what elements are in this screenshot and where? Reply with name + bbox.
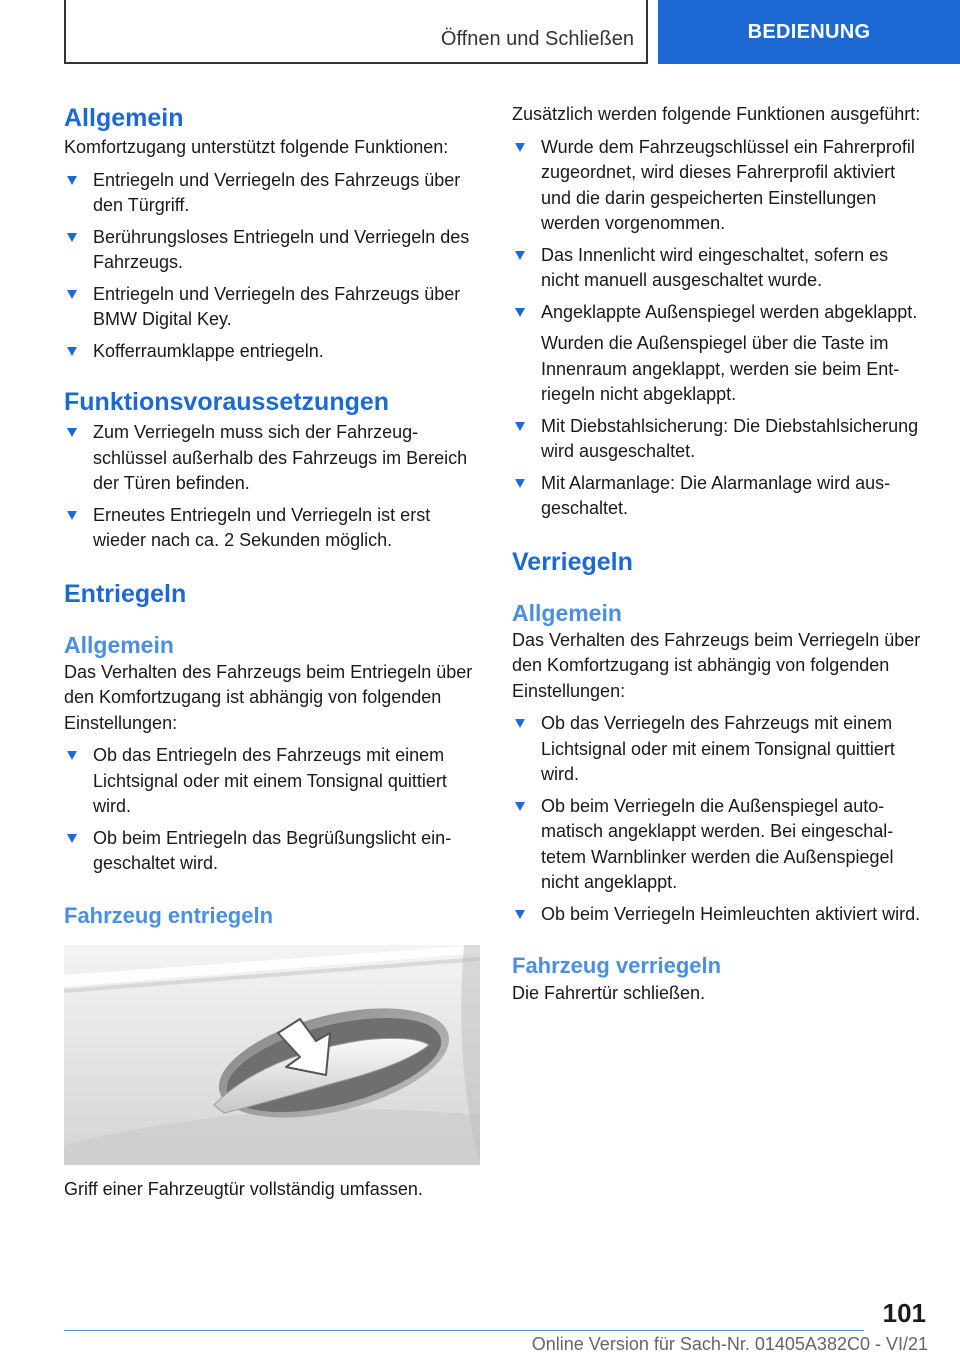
list-item: Berührungsloses Entriegeln und Verriegeln des Fahrzeugs. (64, 225, 482, 276)
verriegeln-allgemein-heading: Allgemein (512, 599, 622, 626)
header-section-title: Öffnen und Schließen (440, 28, 634, 50)
left-column (64, 102, 482, 1202)
entriegeln-heading: Entriegeln (64, 579, 187, 608)
list-item: Ob beim Verriegeln Heimleuchten aktiviert wird. (512, 902, 924, 928)
allgemein-list (64, 168, 482, 365)
door-handle-illustration (64, 945, 480, 1165)
list-item: Kofferraumklappe entriegeln. (64, 339, 482, 365)
list-item: Das Innenlicht wird eingeschaltet, sofern es nicht manuell ausgeschaltet wurde. (512, 243, 924, 294)
list-item-note: Wurden die Außenspiegel über die Taste im Innenraum angeklappt, werden sie beim Entriegeln nicht abgeklappt. (541, 333, 900, 404)
allgemein-heading: Allgemein (64, 104, 184, 132)
header-chapter-tab[interactable]: BEDIENUNG (658, 0, 960, 64)
list-item: Entriegeln und Verriegeln des Fahrzeugs über BMW Digital Key. (64, 282, 482, 333)
list-item: Ob das Verriegeln des Fahrzeugs mit einem Lichtsignal oder mit einem Tonsignal quittiert wird. (512, 711, 924, 788)
list-item: Erneutes Entriegeln und Verriegeln ist erst wieder nach ca. 2 Sekunden möglich. (64, 503, 482, 554)
list-item: Mit Diebstahlsicherung: Die Diebstahlsicherung wird ausgeschaltet. (512, 414, 924, 465)
bullet-triangle-icon (515, 143, 525, 152)
verriegeln-list (512, 711, 924, 927)
bullet-triangle-icon (67, 428, 77, 437)
verriegeln-intro: Das Verhalten des Fahrzeugs beim Verriegeln über den Komfortzugang ist abhängig von folgenden Einstellungen: (512, 629, 921, 701)
bullet-triangle-icon (67, 751, 77, 760)
list-item: Angeklappte Außenspiegel werden abgeklappt. Wurden die Außenspiegel über die Taste im Innenraum angeklappt, werden sie beim Entriegeln nicht abgeklappt. (512, 300, 924, 408)
bullet-triangle-icon (515, 479, 525, 488)
funktionsvoraussetzungen-heading: Funktionsvoraussetzungen (64, 388, 390, 416)
funktions-list (64, 420, 482, 554)
list-item: Mit Alarmanlage: Die Alarmanlage wird ausgeschaltet. (512, 471, 924, 522)
fahrzeug-verriegeln-heading: Fahrzeug verriegeln (512, 953, 722, 978)
list-item: Entriegeln und Verriegeln des Fahrzeugs über den Türgriff. (64, 168, 482, 219)
footer-divider (64, 1330, 864, 1331)
list-item: Ob beim Entriegeln das Begrüßungslicht eingeschaltet wird. (64, 826, 482, 877)
zusatz-list (512, 135, 924, 522)
bullet-triangle-icon (515, 719, 525, 728)
bullet-triangle-icon (515, 422, 525, 431)
entriegeln-intro: Das Verhalten des Fahrzeugs beim Entriegeln über den Komfortzugang ist abhängig von folgenden Einstellungen: (64, 661, 473, 733)
image-caption: Griff einer Fahrzeugtür vollständig umfassen. (64, 1178, 423, 1199)
list-item: Ob beim Verriegeln die Außenspiegel automatisch angeklappt werden. Bei eingeschaltetem Warnblinker werden die Außenspiegel nicht angeklappt. (512, 794, 924, 896)
bullet-triangle-icon (515, 910, 525, 919)
bullet-triangle-icon (515, 251, 525, 260)
bullet-triangle-icon (67, 834, 77, 843)
bullet-triangle-icon (67, 176, 77, 185)
bullet-triangle-icon (67, 233, 77, 242)
entriegeln-allgemein-heading: Allgemein (64, 631, 174, 658)
entriegeln-list (64, 743, 482, 877)
door-handle-image (64, 945, 480, 1165)
allgemein-intro: Komfortzugang unterstützt folgende Funktionen: (64, 137, 449, 157)
list-item: Wurde dem Fahrzeugschlüssel ein Fahrerprofil zugeordnet, wird dieses Fahrerprofil aktiviert und die darin gespeicherten Einstellungen werden vorgenommen. (512, 135, 924, 237)
page-number: 101 (882, 1298, 926, 1328)
zusatz-intro: Zusätzlich werden folgende Funktionen ausgeführt: (512, 104, 921, 124)
verriegeln-heading: Verriegeln (512, 547, 633, 576)
list-item: Zum Verriegeln muss sich der Fahrzeugschlüssel außerhalb des Fahrzeugs im Bereich der Türen befinden. (64, 420, 482, 497)
footer-text: Online Version für Sach-Nr. 01405A382C0 - VI/21 (531, 1334, 928, 1354)
right-column (512, 102, 924, 1007)
bullet-triangle-icon (515, 802, 525, 811)
bullet-triangle-icon (67, 347, 77, 356)
fahrzeug-entriegeln-heading: Fahrzeug entriegeln (64, 902, 274, 928)
list-item: Ob das Entriegeln des Fahrzeugs mit einem Lichtsignal oder mit einem Tonsignal quittiert wird. (64, 743, 482, 820)
bullet-triangle-icon (515, 308, 525, 317)
bullet-triangle-icon (67, 511, 77, 520)
bullet-triangle-icon (67, 290, 77, 299)
fahrzeug-verriegeln-text: Die Fahrertür schließen. (512, 983, 706, 1003)
